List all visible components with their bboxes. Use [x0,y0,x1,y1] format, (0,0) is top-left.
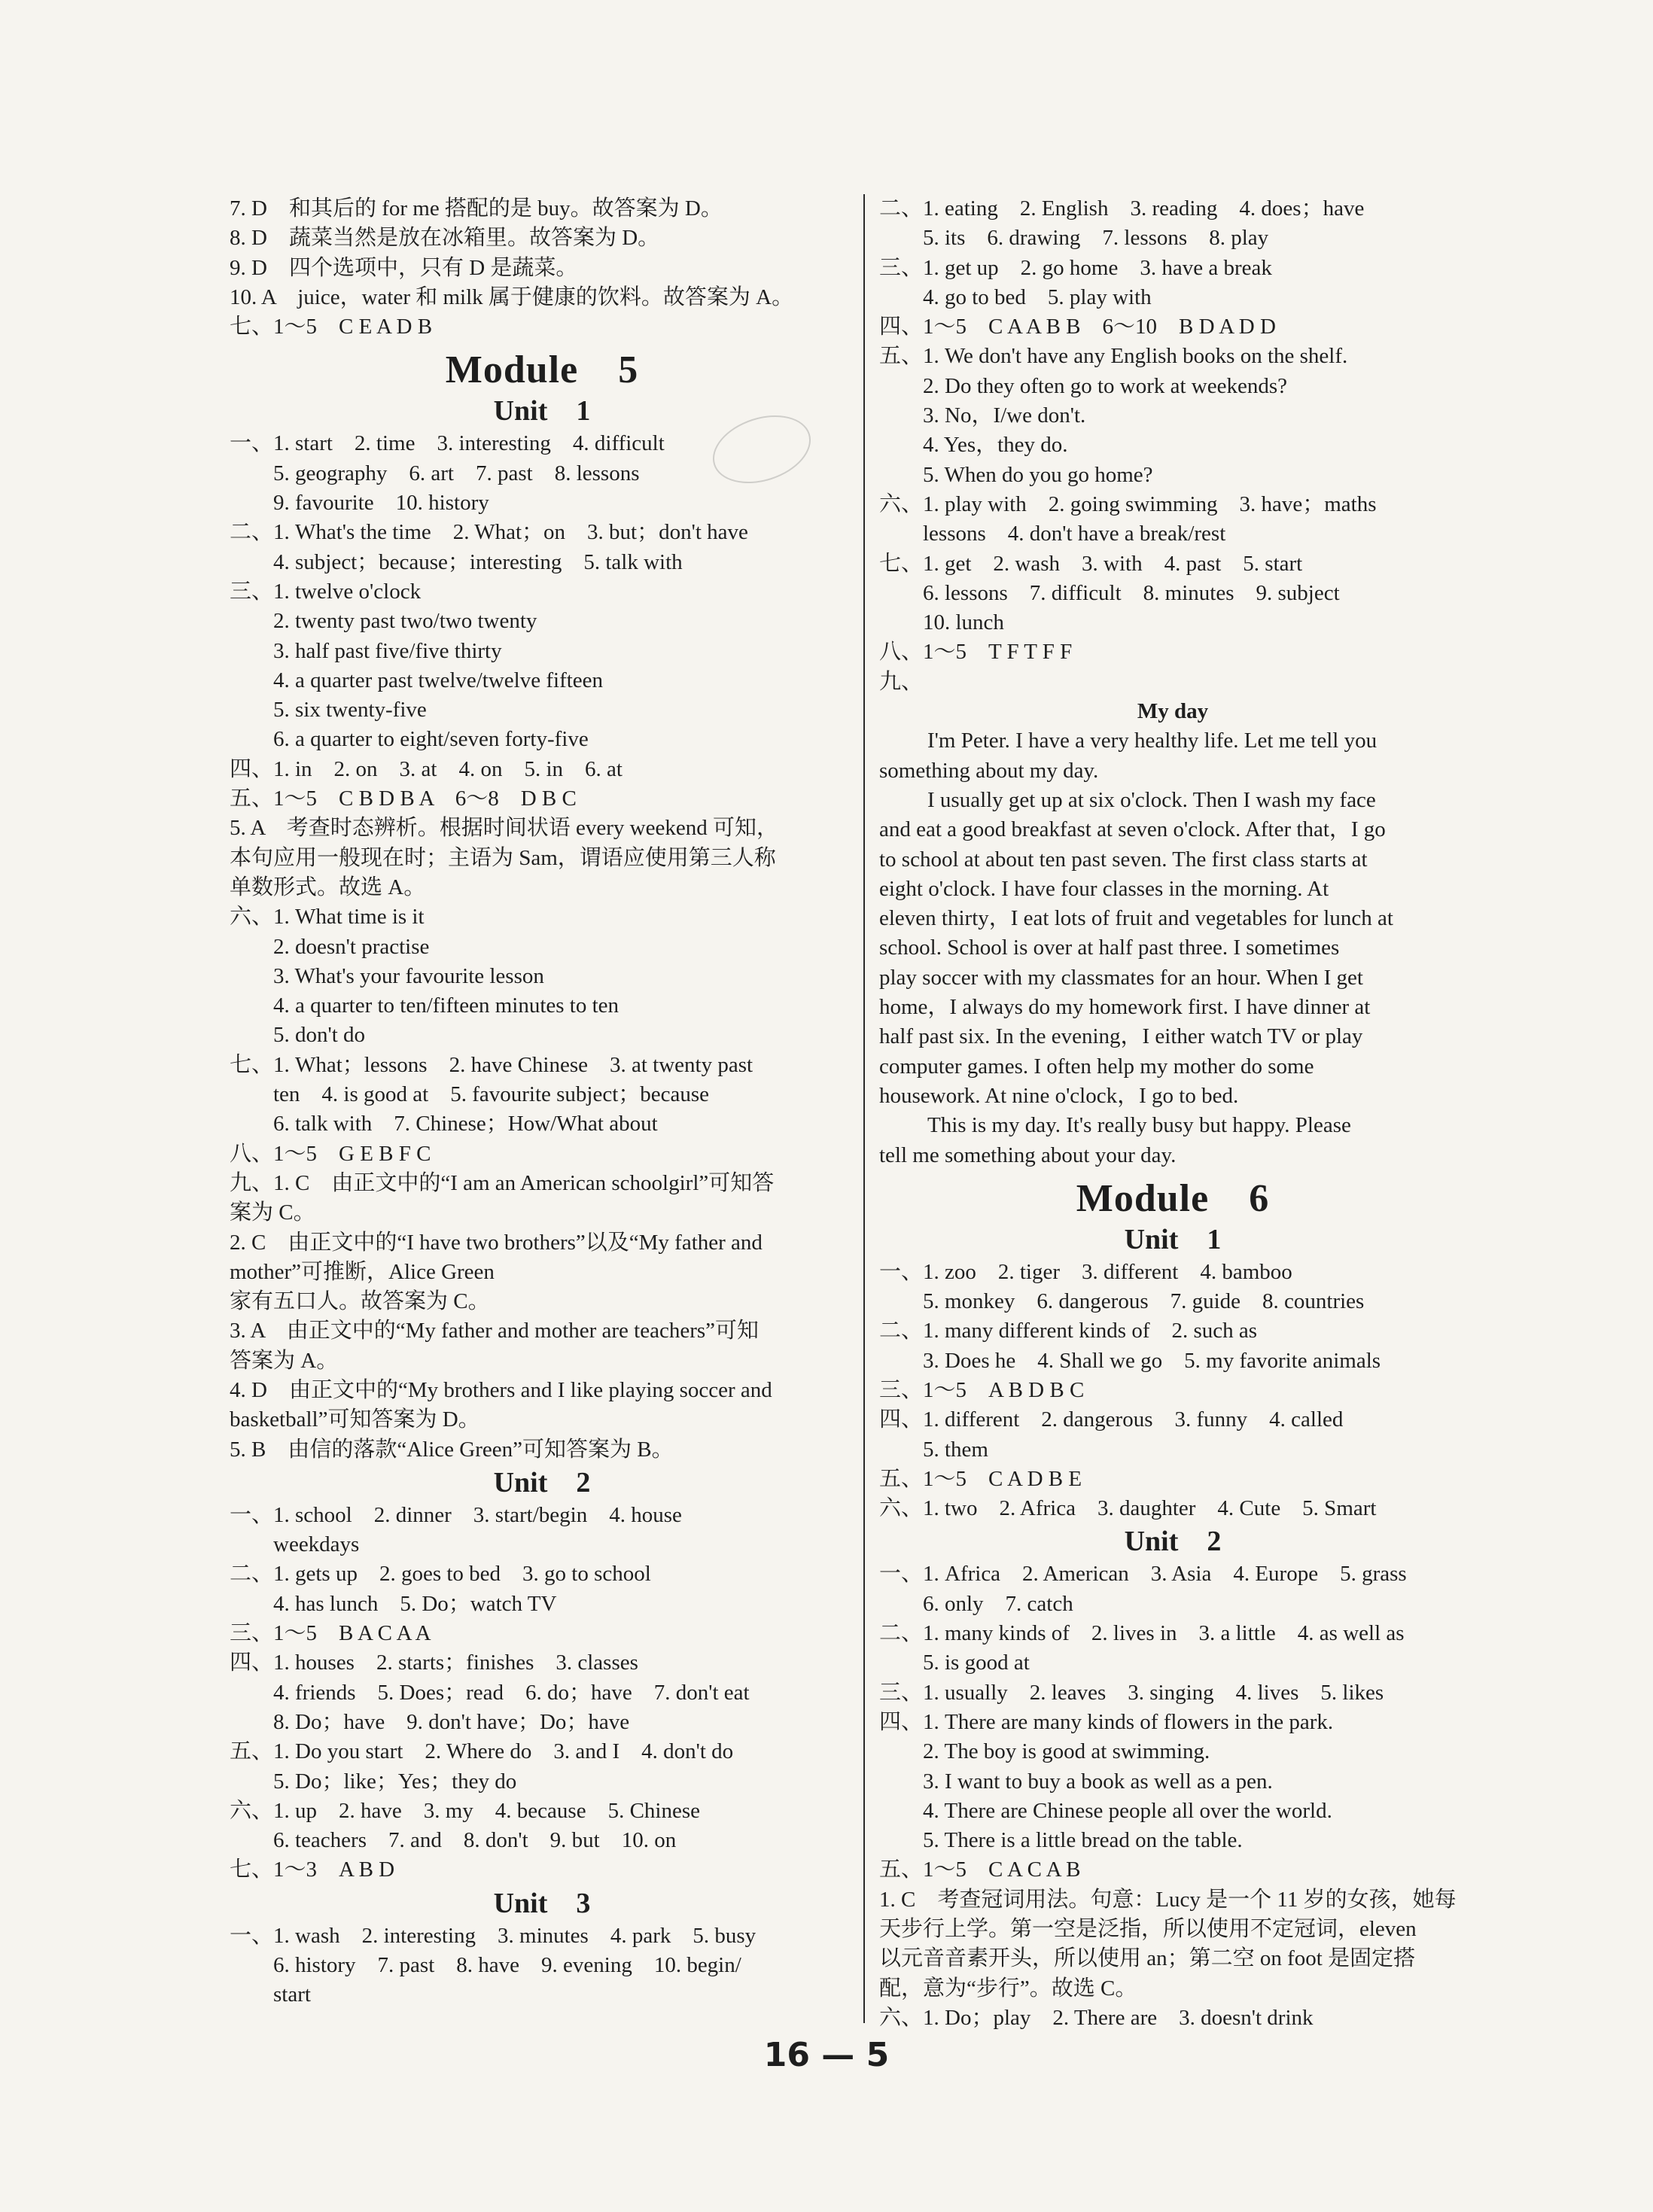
answer-line: 6. a quarter to eight/seven forty-five [273,727,589,752]
unit-heading: Unit 2 [493,1466,591,1499]
answer-line: 7. D 和其后的 for me 搭配的是 buy。故答案为 D。 [230,196,723,221]
essay-line: home，I always do my homework first. I have dinner at [879,995,1371,1020]
answer-line: start [273,1982,311,2007]
essay-paragraph-start: I'm Peter. I have a very healthy life. Let me tell you [927,729,1378,753]
answer-line: 六、1. play with 2. going swimming 3. have；maths [879,491,1377,516]
answer-line: 4. has lunch 5. Do；watch TV [273,1591,557,1616]
answer-line: 九、 [879,669,924,694]
answer-line: 四、1. different 2. dangerous 3. funny 4. called [879,1407,1344,1432]
answer-line: 四、1～5 C A A B B 6～10 B D A D D [879,315,1276,339]
answer-line: mother”可推断，Alice Green [230,1259,495,1284]
answer-line: 五、1. Do you start 2. Where do 3. and I 4. don't do [230,1739,734,1764]
essay-line: half past six. In the evening，I either watch TV or play [879,1024,1363,1049]
right-column [879,194,1466,2033]
unit-heading: Unit 2 [1124,1526,1222,1558]
answer-line: 三、1. twelve o'clock [230,579,422,604]
answer-line: 4. friends 5. Does；read 6. do；have 7. don't eat [273,1680,750,1705]
answer-line: 3. No，I/we don't. [923,403,1086,428]
essay-line: to school at about ten past seven. The first class starts at [879,847,1368,872]
answer-line: lessons 4. don't have a break/rest [923,522,1226,546]
essay-line: school. School is over at half past three. I sometimes [879,936,1340,960]
answer-line: 4. D 由正文中的“My brothers and I like playing soccer and [230,1377,772,1402]
answer-line: 七、1. What；lessons 2. have Chinese 3. at twenty past [230,1052,753,1077]
answer-line: 五、1～5 C B D B A 6～8 D B C [230,787,577,811]
essay-line: housework. At nine o'clock，I go to bed. [879,1083,1239,1108]
answer-line: 一、1. school 2. dinner 3. start/begin 4. house [230,1502,682,1527]
answer-line: 四、1. in 2. on 3. at 4. on 5. in 6. at [230,756,623,781]
answer-line: 4. go to bed 5. play with [923,284,1152,309]
answer-line: 10. A juice，water 和 milk 属于健康的饮料。故答案为 A。 [230,284,794,309]
answer-line: 4. There are Chinese people all over the world. [923,1798,1332,1823]
essay-line: something about my day. [879,758,1099,783]
answer-line: 九、1. C 由正文中的“I am an American schoolgirl”可知答 [230,1170,775,1195]
answer-line: 5. is good at [923,1651,1030,1675]
answer-line: 五、1～5 C A C A B [879,1858,1081,1882]
answer-line: 一、1. start 2. time 3. interesting 4. difficult [230,431,665,456]
answer-line: 以元音音素开头，所以使用 an；第二空 on foot 是固定搭 [879,1946,1416,1971]
module-heading: Module 6 [1076,1176,1270,1220]
answer-line: 1. C 考查冠词用法。句意：Lucy 是一个 11 岁的女孩，她每 [879,1887,1457,1912]
answer-line: 八、1～5 T F T F F [879,640,1073,665]
answer-line: 5. don't do [273,1023,366,1048]
answer-line: 5. monkey 6. dangerous 7. guide 8. countries [923,1289,1365,1314]
answer-line: 二、1. gets up 2. goes to bed 3. go to school [230,1562,651,1587]
answer-line: 2. C 由正文中的“I have two brothers”以及“My father and [230,1230,763,1255]
answer-line: 2. doesn't practise [273,934,430,959]
answer-line: 3. A 由正文中的“My father and mother are teachers”可知 [230,1319,760,1343]
answer-line: 七、1. get 2. wash 3. with 4. past 5. start [879,551,1303,576]
unit-heading: Unit 3 [493,1887,591,1919]
answer-line: 天步行上学。第一空是泛指，所以使用不定冠词，eleven [879,1917,1417,1942]
answer-line: 6. lessons 7. difficult 8. minutes 9. subject [923,580,1340,605]
answer-line: 3. I want to buy a book as well as a pen. [923,1769,1273,1794]
essay-paragraph-start: This is my day. It's really busy but happy. Please [927,1113,1351,1138]
answer-line: 四、1. houses 2. starts；finishes 3. classes [230,1651,638,1675]
essay-line: play soccer with my classmates for an hour. When I get [879,965,1363,990]
answer-line: 一、1. Africa 2. American 3. Asia 4. Europe 5. grass [879,1562,1407,1587]
answer-line: 六、1. What time is it [230,905,425,930]
answer-line: 三、1. usually 2. leaves 3. singing 4. lives 5. likes [879,1680,1384,1705]
answer-line: 3. half past five/five thirty [273,638,502,663]
essay-paragraph-start: I usually get up at six o'clock. Then I wash my face [927,787,1376,812]
answer-line: 三、1～5 A B D B C [879,1377,1085,1402]
essay-line: eight o'clock. I have four classes in the morning. At [879,876,1329,901]
answer-line: 七、1～5 C E A D B [230,315,433,339]
answer-line: 七、1～3 A B D [230,1858,395,1882]
answer-line: 二、1. many kinds of 2. lives in 3. a little 4. as well as [879,1621,1405,1646]
answer-line: 5. Do；like；Yes；they do [273,1769,517,1794]
answer-line: 八、1～5 G E B F C [230,1141,431,1166]
answer-line: 3. Does he 4. Shall we go 5. my favorite animals [923,1348,1381,1373]
answer-line: 四、1. There are many kinds of flowers in the park. [879,1709,1334,1734]
essay-line: and eat a good breakfast at seven o'clock. After that，I go [879,817,1386,842]
answer-line: 6. only 7. catch [923,1591,1073,1616]
answer-line: 答案为 A。 [230,1348,339,1373]
answer-line: 8. Do；have 9. don't have；Do；have [273,1709,630,1734]
answer-line: 配，意为“步行”。故选 C。 [879,1976,1137,2001]
answer-line: 五、1. We don't have any English books on the shelf. [879,344,1348,369]
unit-heading: Unit 1 [493,395,591,427]
answer-line: 5. geography 6. art 7. past 8. lessons [273,461,640,485]
answer-line: 二、1. What's the time 2. What；on 3. but；don't have [230,520,748,545]
answer-line: 六、1. Do；play 2. There are 3. doesn't drink [879,2005,1314,2030]
column-divider [863,194,865,2023]
answer-line: 2. Do they often go to work at weekends? [923,373,1288,398]
unit-heading: Unit 1 [1124,1223,1222,1255]
answer-line: ten 4. is good at 5. favourite subject；because [273,1082,710,1107]
answer-line: 2. twenty past two/two twenty [273,609,537,634]
answer-line: 5. A 考查时态辨析。根据时间状语 every weekend 可知， [230,816,778,841]
answer-line: 家有五口人。故答案为 C。 [230,1289,490,1314]
answer-line: 5. them [923,1437,988,1462]
answer-line: 二、1. many different kinds of 2. such as [879,1319,1258,1343]
answer-line: 六、1. up 2. have 3. my 4. because 5. Chinese [230,1798,701,1823]
answer-line: 一、1. zoo 2. tiger 3. different 4. bamboo [879,1259,1292,1284]
essay-line: eleven thirty，I eat lots of fruit and vegetables for lunch at [879,906,1393,931]
answer-line: 三、1～5 B A C A A [230,1621,431,1646]
answer-line: 4. Yes，they do. [923,433,1068,458]
answer-line: 6. history 7. past 8. have 9. evening 10. begin/ [273,1953,741,1978]
answer-line: 六、1. two 2. Africa 3. daughter 4. Cute 5. Smart [879,1496,1377,1521]
answer-line: 一、1. wash 2. interesting 3. minutes 4. park 5. busy [230,1923,756,1948]
essay-line: tell me something about your day. [879,1143,1177,1167]
answer-line: 5. When do you go home? [923,462,1153,487]
answer-line: 案为 C。 [230,1200,315,1225]
answer-line: 本句应用一般现在时；主语为 Sam，谓语应使用第三人称 [230,845,776,870]
answer-line: 五、1～5 C A D B E [879,1466,1082,1491]
answer-line: 4. a quarter past twelve/twelve fifteen [273,668,604,692]
answer-line: 2. The boy is good at swimming. [923,1739,1210,1764]
answer-line: 5. its 6. drawing 7. lessons 8. play [923,226,1269,251]
answer-line: 5. B 由信的落款“Alice Green”可知答案为 B。 [230,1437,674,1462]
module-heading: Module 5 [445,348,639,392]
answer-line: 二、1. eating 2. English 3. reading 4. does；have [879,196,1365,221]
answer-line: basketball”可知答案为 D。 [230,1407,480,1432]
answer-line: 10. lunch [923,610,1004,635]
answer-line: 三、1. get up 2. go home 3. have a break [879,255,1272,280]
answer-line: 6. teachers 7. and 8. don't 9. but 10. on [273,1828,677,1853]
answer-line: 5. There is a little bread on the table. [923,1828,1243,1853]
essay-title: My day [1137,699,1209,724]
answer-line: 8. D 蔬菜当然是放在冰箱里。故答案为 D。 [230,226,660,251]
answer-line: 4. a quarter to ten/fifteen minutes to ten [273,993,619,1018]
answer-line: 单数形式。故选 A。 [230,875,426,899]
answer-line: 3. What's your favourite lesson [273,963,544,988]
answer-line: 9. D 四个选项中，只有 D 是蔬菜。 [230,255,578,280]
answer-line: 4. subject；because；interesting 5. talk with [273,549,683,574]
answer-line: 5. six twenty-five [273,698,427,723]
answer-line: weekdays [273,1532,360,1557]
answer-line: 6. talk with 7. Chinese；How/What about [273,1112,658,1136]
page-number: 16 — 5 [763,2036,890,2074]
answer-line: 9. favourite 10. history [273,491,489,516]
essay-line: computer games. I often help my mother do some [879,1054,1314,1079]
